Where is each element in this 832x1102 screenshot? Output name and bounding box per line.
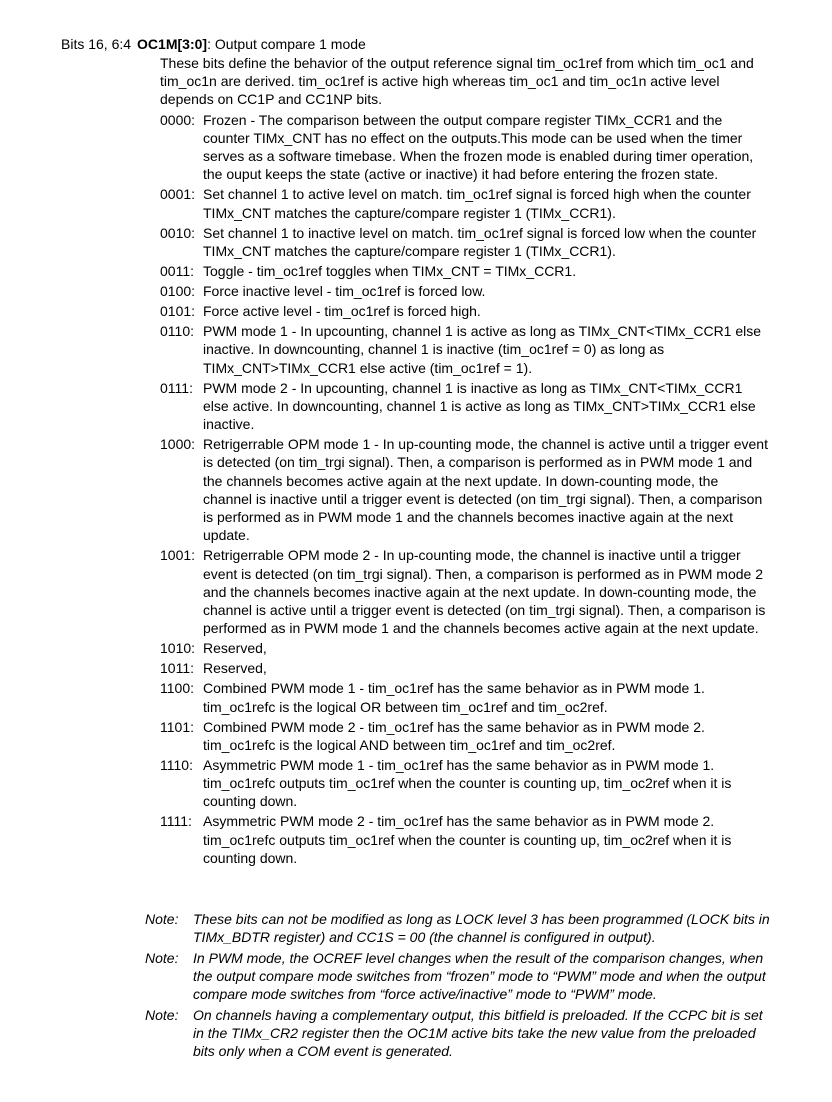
mode-code: 0010:	[160, 224, 196, 241]
mode-item	[160, 812, 770, 867]
intro-paragraph: These bits define the behavior of the output reference signal tim_oc1ref from which tim_oc1 and tim_oc1n are derived. tim_oc1ref is active high whereas tim_oc1 and tim_oc1n active level depends on CC1P and CC1NP bits.	[160, 55, 754, 108]
note-text: In PWM mode, the OCREF level changes when the result of the comparison changes, when the output compare mode switches from “frozen” mode to “PWM” mode and when the output compare mode switches from “force active/inactive” mode to “PWM” mode.	[193, 949, 766, 1003]
mode-code: 1001:	[160, 547, 196, 564]
mode-code: 1101:	[160, 718, 194, 735]
mode-code: 0000:	[160, 111, 196, 128]
mode-description: Combined PWM mode 2 - tim_oc1ref has the same behavior as in PWM mode 2. tim_oc1refc is the logical AND between tim_oc1ref and tim_oc2ref.	[203, 718, 705, 753]
note-text: On channels having a complementary output, this bitfield is preloaded. If the CCPC bit is set in the TIMx_CR2 register then the OC1M active bits take the new value from the preloaded bits only when a COM event is generated.	[193, 1006, 763, 1060]
mode-description: Set channel 1 to active level on match. tim_oc1ref signal is forced high when the counter TIMx_CNT matches the capture/compare register 1 (TIMx_CCR1).	[203, 186, 751, 221]
note-item	[145, 910, 770, 946]
mode-description: Force inactive level - tim_oc1ref is forced low.	[203, 283, 486, 299]
mode-description: Reserved,	[203, 640, 267, 657]
notes-section	[145, 910, 770, 1063]
mode-description: PWM mode 1 - In upcounting, channel 1 is active as long as TIMx_CNT<TIMx_CCR1 else inactive. In downcounting, channel 1 is inactive (tim_oc1ref = 0) as long as TIMx_CNT>TIMx_CCR1 else active (tim_oc1ref = 1).	[203, 323, 762, 376]
mode-description: Retrigerrable OPM mode 2 - In up-counting mode, the channel is inactive until a trigger event is detected (on tim_trgi signal). Then, a comparison is performed as in PWM mode 2 and the channels becomes inactive again at the next update. In down-counting mode, the channel is active until a trigger event is detected (on tim_trgi signal). Then, a comparison is performed as in PWM mode 1 and the channels becomes active again at the next update.	[203, 547, 766, 637]
bitfield-header	[61, 35, 366, 53]
bit-positions: Bits 16, 6:4	[61, 36, 132, 52]
mode-description: Frozen - The comparison between the output compare register TIMx_CCR1 and the counter TIMx_CNT has no effect on the outputs.This mode can be used when the timer serves as a software timebase. When the frozen mode is enabled during timer operation, the ouput keeps the state (active or inactive) it had before entering the frozen state.	[203, 111, 754, 183]
note-label: Note:	[145, 1006, 179, 1023]
mode-code: 1100:	[160, 680, 194, 697]
mode-item	[160, 262, 770, 280]
mode-description: Force active level - tim_oc1ref is forced high.	[203, 303, 481, 320]
mode-item	[160, 322, 770, 377]
mode-item	[160, 435, 770, 544]
mode-code: 1010:	[160, 640, 196, 657]
mode-item	[160, 302, 770, 320]
note-text: These bits can not be modified as long as LOCK level 3 has been programmed (LOCK bits in TIMx_BDTR register) and CC1S = 00 (the channel is configured in output).	[193, 911, 770, 946]
mode-code: 0101:	[160, 303, 196, 320]
note-item	[145, 949, 770, 1004]
field-name: OC1M[3:0]	[137, 36, 208, 52]
mode-description: Asymmetric PWM mode 2 - tim_oc1ref has the same behavior as in PWM mode 2. tim_oc1refc outputs tim_oc1ref when the counter is counting up, tim_oc2ref when it is counting down.	[203, 813, 732, 866]
mode-item	[160, 282, 770, 300]
mode-item	[160, 659, 770, 677]
mode-description: PWM mode 2 - In upcounting, channel 1 is inactive as long as TIMx_CNT<TIMx_CCR1 else active. In downcounting, channel 1 is active as long as TIMx_CNT>TIMx_CCR1 else inactive.	[203, 379, 756, 433]
mode-item	[160, 379, 770, 434]
mode-code: 1111:	[160, 813, 192, 830]
mode-item	[160, 546, 770, 637]
mode-item	[160, 111, 770, 184]
mode-description: Asymmetric PWM mode 1 - tim_oc1ref has the same behavior as in PWM mode 1. tim_oc1refc outputs tim_oc1ref when the counter is counting up, tim_oc2ref when it is counting down.	[203, 756, 732, 810]
mode-code: 0001:	[160, 186, 196, 203]
mode-item	[160, 756, 770, 811]
note-label: Note:	[145, 949, 179, 966]
mode-code: 0110:	[160, 323, 194, 340]
mode-description: Set channel 1 to inactive level on match. tim_oc1ref signal is forced low when the counter TIMx_CNT matches the capture/compare register 1 (TIMx_CCR1).	[203, 224, 757, 259]
mode-description: Toggle - tim_oc1ref toggles when TIMx_CNT = TIMx_CCR1.	[203, 262, 577, 279]
mode-code: 0011:	[160, 262, 194, 279]
mode-code: 0111:	[160, 379, 193, 396]
mode-item	[160, 639, 770, 657]
mode-description: Reserved,	[203, 660, 267, 677]
mode-code: 1011:	[160, 660, 194, 677]
note-item	[145, 1006, 770, 1061]
mode-code: 0100:	[160, 283, 196, 299]
field-title: : Output compare 1 mode	[207, 36, 366, 52]
mode-description: Combined PWM mode 1 - tim_oc1ref has the same behavior as in PWM mode 1. tim_oc1refc is the logical OR between tim_oc1ref and tim_oc2ref.	[203, 680, 705, 715]
mode-item	[160, 679, 770, 715]
field-description	[160, 54, 770, 869]
note-label: Note:	[145, 911, 179, 927]
mode-description: Retrigerrable OPM mode 1 - In up-counting mode, the channel is active until a trigger event is detected (on tim_trgi signal). Then, a comparison is performed as in PWM mode 1 and the channels becomes active again at the next update. In down-counting mode, the channel is inactive until a trigger event is detected (on tim_trgi signal). Then, a comparison is performed as in PWM mode 1 and the channels becomes inactive again at the next update.	[203, 436, 768, 544]
mode-item	[160, 185, 770, 221]
mode-item	[160, 718, 770, 754]
mode-item	[160, 224, 770, 260]
mode-code: 1000:	[160, 436, 196, 453]
mode-code: 1110:	[160, 756, 193, 773]
